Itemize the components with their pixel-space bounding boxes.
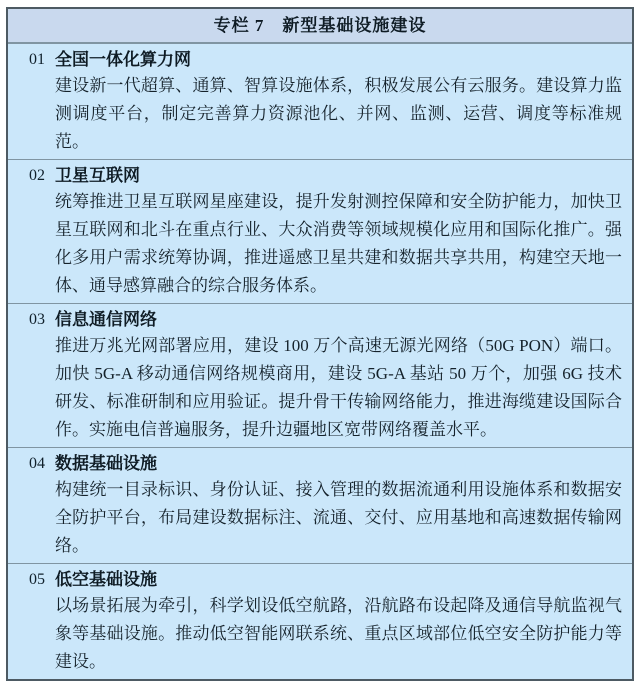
box-body — [8, 44, 632, 679]
section-number: 05 — [29, 571, 45, 588]
section-body: 建设新一代超算、通算、智算设施体系，积极发展公有云服务。建设算力监测调度平台，制定完善算力资源池化、并网、监测、运营、调度等标准规范。 — [55, 76, 622, 151]
section-number: 03 — [29, 311, 45, 328]
infra-box — [6, 7, 634, 681]
section-body: 构建统一目录标识、身份认证、接入管理的数据流通利用设施体系和数据安全防护平台，布局建设数据标注、流通、交付、应用基地和高速数据传输网络。 — [55, 480, 622, 555]
section-row — [8, 44, 632, 159]
section-row — [8, 447, 632, 563]
section-body: 统筹推进卫星互联网星座建设，提升发射测控保障和安全防护能力，加快卫星互联网和北斗在重点行业、大众消费等领域规模化应用和国际化推广。强化多用户需求统筹协调，推进遥感卫星共建和数据共享共用，构建空天地一体、通导感算融合的综合服务体系。 — [55, 192, 622, 295]
section-row — [8, 563, 632, 679]
box-header — [8, 9, 632, 44]
section-title: 全国一体化算力网 — [55, 50, 191, 69]
section-title: 信息通信网络 — [55, 310, 157, 329]
section-body: 推进万兆光网部署应用，建设 100 万个高速无源光网络（50G PON）端口。加快 5G-A 移动通信网络规模商用，建设 5G-A 基站 50 万个，加强 6G 技术研发、标准研制和应用验证。提升骨干传输网络能力，推进海缆建设国际合作。实施电信普遍服务，提升边疆地区宽带网络覆盖水平。 — [55, 336, 622, 439]
box-title: 专栏 7 新型基础设施建设 — [213, 16, 427, 35]
section-number: 01 — [29, 51, 45, 68]
section-title: 低空基础设施 — [55, 570, 157, 589]
section-number: 02 — [29, 167, 45, 184]
section-body: 以场景拓展为牵引，科学划设低空航路，沿航路布设起降及通信导航监视气象等基础设施。推动低空智能网联系统、重点区域部位低空安全防护能力等建设。 — [55, 596, 622, 671]
section-number: 04 — [29, 455, 45, 472]
section-title: 卫星互联网 — [55, 166, 140, 185]
section-row — [8, 159, 632, 303]
section-row — [8, 303, 632, 447]
section-title: 数据基础设施 — [55, 454, 157, 473]
